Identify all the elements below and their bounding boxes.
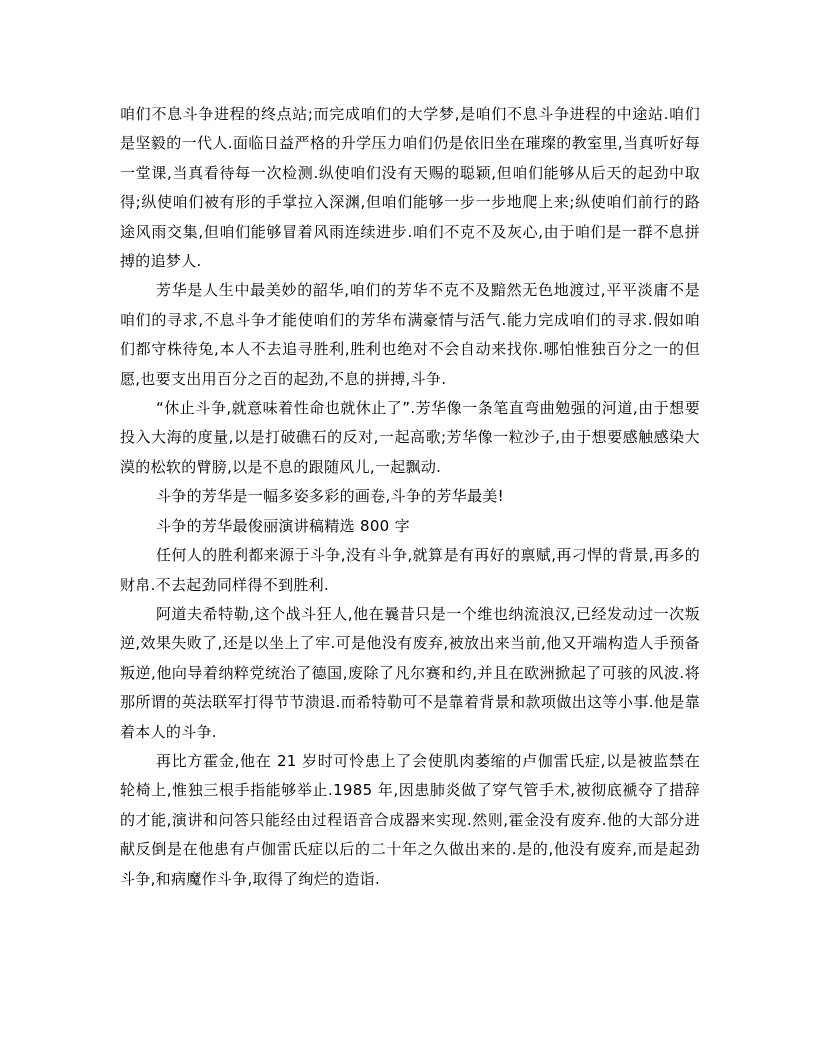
paragraph-4: 斗争的芳华是一幅多姿多彩的画卷,斗争的芳华最美! [156,487,504,506]
paragraph-1: 咱们不息斗争进程的终点站;而完成咱们的大学梦,是咱们不息斗争进程的中途站.咱们是坚毅的一代人.面临日益严格的升学压力咱们仍是依旧坐在璀璨的教室里,当真听好每一堂课,当真看待每一次检测.纵使咱们没有天赐的聪颖,但咱们能够从后天的起劲中取得;纵使咱们被有形的手掌拉入深渊,但咱们能够一步一步地爬上来;纵使咱们前行的路途风雨交集,但咱们能够冒着风雨连续进步.咱们不克不及灰心,由于咱们是一群不息拼搏的追梦人. [120,105,700,271]
paragraph-6: 阿道夫希特勒,这个战斗狂人,他在曩昔只是一个维也纳流浪汉,已经发动过一次叛逆,效果失败了,还是以坐上了牢.可是他没有废弃,被放出来当前,他又开端构造人手预备叛逆,他向导着纳粹党统治了德国,废除了凡尔赛和约,并且在欧洲掀起了可骇的风波.将那所谓的英法联军打得节节溃退.而希特勒可不是靠着背景和款项做出这等小事.他是靠着本人的斗争. [120,604,700,741]
paragraph-5: 任何人的胜利都来源于斗争,没有斗争,就算是有再好的禀赋,再刁悍的背景,再多的财帛.不去起劲同样得不到胜利. [120,546,700,594]
paragraph-7: 再比方霍金,他在 21 岁时可怜患上了会使肌肉萎缩的卢伽雷氏症,以是被监禁在轮椅上,惟独三根手指能够举止.1985 年,因患肺炎做了穿气管手术,被彻底褫夺了措辞的才能,演讲和问答只能经由过程语音合成器来实现.然则,霍金没有废弃.他的大部分进献反倒是在他患有卢伽雷氏症以后的二十年之久做出来的.是的,他没有废弃,而是起劲斗争,和病魔作斗争,取得了绚烂的造诣. [120,751,700,888]
document-page [120,100,700,894]
section-heading: 斗争的芳华最俊丽演讲稿精选 800 字 [156,516,410,535]
paragraph-2: 芳华是人生中最美妙的韶华,咱们的芳华不克不及黯然无色地渡过,平平淡庸不是咱们的寻求,不息斗争才能使咱们的芳华布满豪情与活气.能力完成咱们的寻求.假如咱们都守株待兔,本人不去追寻胜利,胜利也绝对不会自动来找你.哪怕惟独百分之一的但愿,也要支出用百分之百的起劲,不息的拼搏,斗争. [120,281,700,388]
paragraph-3: “休止斗争,就意味着性命也就休止了”.芳华像一条笔直弯曲勉强的河道,由于想要投入大海的度量,以是打破礁石的反对,一起高歌;芳华像一粒沙子,由于想要感触感染大漠的松软的臂膀,以是不息的跟随风儿,一起飘动. [120,399,700,476]
